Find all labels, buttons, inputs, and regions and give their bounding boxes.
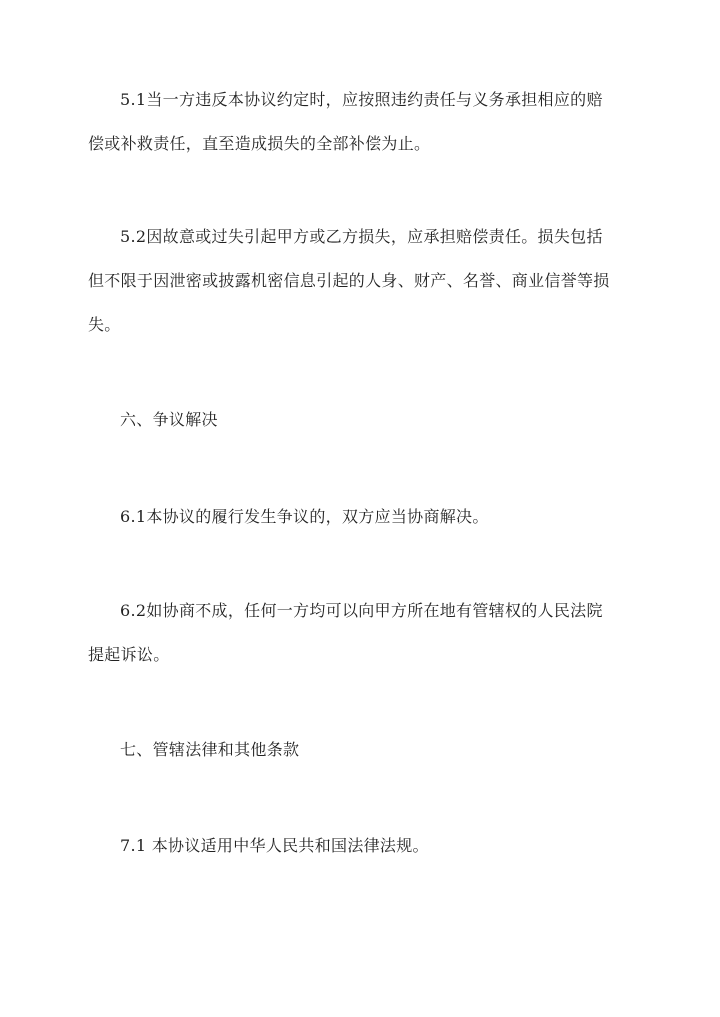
paragraph-5-1-line-2: 偿或补救责任，直至造成损失的全部补偿为止。 xyxy=(88,134,431,153)
paragraph-6-1-line-1: 6.1本协议的履行发生争议的，双方应当协商解决。 xyxy=(120,507,489,526)
paragraph-7-1-line-1: 7.1 本协议适用中华人民共和国法律法规。 xyxy=(120,836,429,855)
paragraph-5-2-line-2: 但不限于因泄密或披露机密信息引起的人身、财产、名誉、商业信誉等损 xyxy=(88,271,610,290)
paragraph-5-2-line-3: 失。 xyxy=(88,315,121,334)
paragraph-5-1-line-1: 5.1当一方违反本协议约定时，应按照违约责任与义务承担相应的赔 xyxy=(120,90,603,109)
section-7-heading: 七、管辖法律和其他条款 xyxy=(120,740,300,759)
paragraph-5-2-line-1: 5.2因故意或过失引起甲方或乙方损失，应承担赔偿责任。损失包括 xyxy=(120,227,603,246)
paragraph-6-2-line-2: 提起诉讼。 xyxy=(88,645,170,664)
paragraph-6-2-line-1: 6.2如协商不成，任何一方均可以向甲方所在地有管辖权的人民法院 xyxy=(120,601,603,620)
section-6-heading: 六、争议解决 xyxy=(120,410,218,429)
